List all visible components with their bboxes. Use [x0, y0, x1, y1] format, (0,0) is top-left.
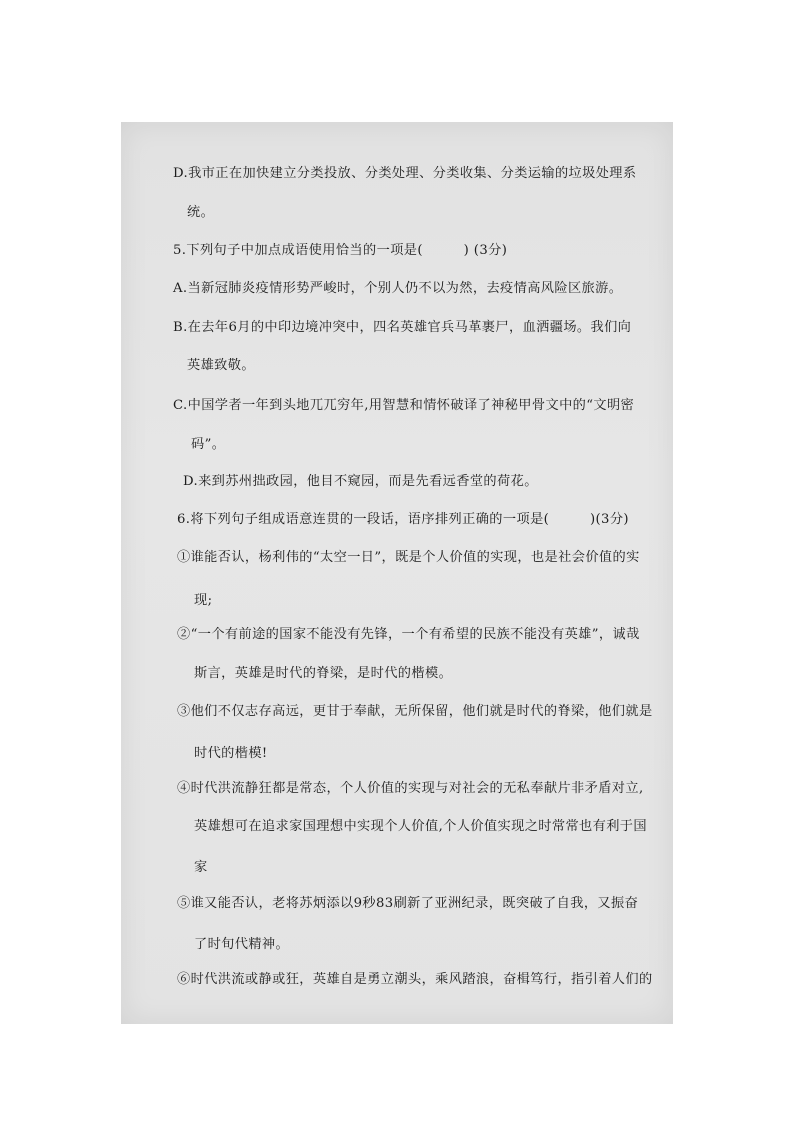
question-5-stem: 5.下列句子中加点成语使用恰当的一项是( ) (3分)	[173, 243, 508, 258]
option-d: D.来到苏州拙政园，他目不窥园，而是先看远香堂的荷花。	[183, 474, 538, 489]
text-line: 码”。	[191, 437, 226, 452]
option-a: A.当新冠肺炎疫情形势严峻时，个别人仍不以为然，去疫情高风险区旅游。	[173, 281, 623, 296]
sentence-3: ③他们不仅志存高远，更甘于奉献，无所保留，他们就是时代的脊梁，他们就是	[177, 704, 653, 719]
option-c: C.中国学者一年到头地兀兀穷年,用智慧和情怀破译了神秘甲骨文中的“文明密	[173, 398, 635, 413]
text-line: D.我市正在加快建立分类投放、分类处理、分类收集、分类运输的垃圾处理系	[173, 166, 637, 181]
text-line: 斯言，英雄是时代的脊梁，是时代的楷模。	[194, 666, 453, 681]
option-b: B.在去年6月的中印边境冲突中，四名英雄官兵马革裹尸，血洒疆场。我们向	[173, 320, 632, 335]
text-line: 时代的楷模!	[194, 746, 268, 761]
sentence-5: ⑤谁又能否认，老将苏炳添以9秒83刷新了亚洲纪录，既突破了自我，又振奋	[177, 896, 639, 911]
sentence-2: ②“一个有前途的国家不能没有先锋，一个有希望的民族不能没有英雄”，诚哉	[177, 627, 640, 642]
scanned-page	[121, 122, 673, 1024]
text-line: 了时旬代精神。	[194, 937, 290, 952]
text-line: 家	[194, 860, 208, 875]
sentence-4: ④时代洪流静狂都是常态，个人价值的实现与对社会的无私奉献片非矛盾对立,	[177, 781, 644, 796]
text-line: 英雄想可在追求家国理想中实现个人价值,个人价值实现之时常常也有利于国	[194, 819, 647, 834]
text-line: 统。	[187, 205, 215, 220]
question-6-stem: 6.将下列句子组成语意连贯的一段话，语序排列正确的一项是( )(3分)	[177, 512, 629, 527]
sentence-1: ①谁能否认，杨利伟的“太空一日”，既是个人价值的实现，也是社会价值的实	[177, 550, 640, 565]
text-line: 英雄致敬。	[187, 358, 255, 373]
sentence-6: ⑥时代洪流或静或狂，英雄自是勇立潮头，乘风踏浪，奋楫笃行，指引着人们的	[177, 972, 653, 987]
text-line: 现;	[194, 593, 213, 608]
